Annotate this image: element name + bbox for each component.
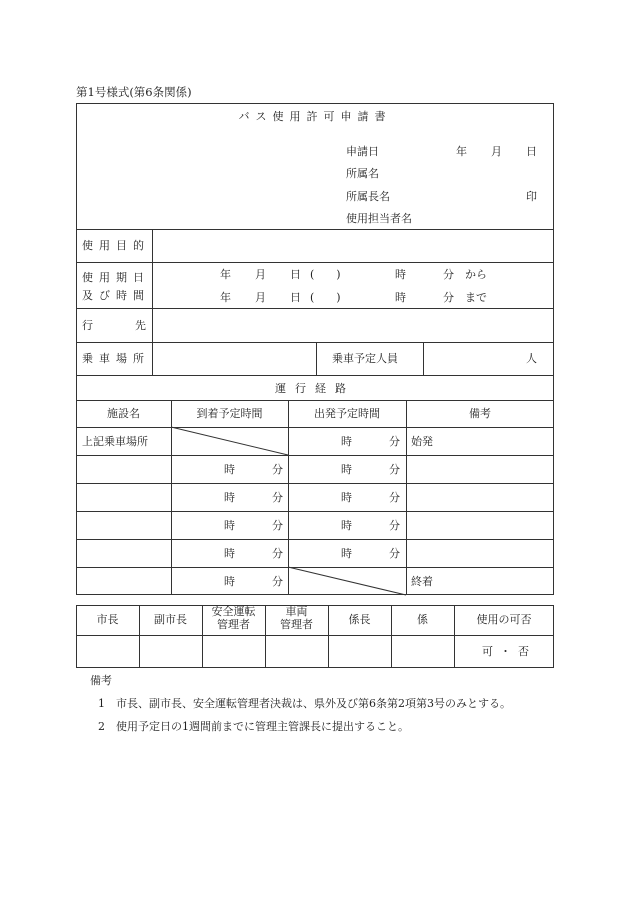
passenger-count-label: 乗車予定人員 — [332, 352, 398, 365]
approval-seal-vehicle[interactable] — [266, 636, 327, 667]
rule-route-row4-top — [76, 511, 554, 512]
date-month-label: 月 — [491, 145, 502, 158]
boarding-divider-1 — [316, 342, 317, 375]
rule-route-row2-top — [76, 455, 554, 456]
passenger-unit-label: 人 — [526, 352, 537, 365]
approval-seal-deputy-mayor[interactable] — [140, 636, 201, 667]
approve-option[interactable]: 可 — [482, 645, 493, 658]
approval-seal-staff[interactable] — [392, 636, 453, 667]
row4-arrival-hour: 時 — [224, 519, 235, 532]
rule-route-row1-top — [76, 427, 554, 428]
date-day-label: 日 — [526, 145, 537, 158]
form-title: バス使用許可申請書 — [238, 110, 392, 123]
rule-route-row5-top — [76, 539, 554, 540]
destination-label-1: 行 — [82, 319, 93, 332]
passenger-count-field[interactable] — [424, 343, 519, 374]
row5-departure-hour: 時 — [341, 547, 352, 560]
rule-route-row3-top — [76, 483, 554, 484]
approval-seal-chief[interactable] — [329, 636, 390, 667]
period-start-hour: 時 — [395, 268, 406, 281]
rule-route-header-top — [76, 400, 554, 401]
approval-header-staff: 係 — [417, 613, 428, 626]
period-start-year: 年 — [220, 268, 231, 281]
purpose-label: 使用目的 — [82, 239, 150, 252]
row3-arrival-hour: 時 — [224, 491, 235, 504]
period-label-line2: 及び時間 — [82, 289, 150, 302]
row1-departure-minute: 分 — [389, 435, 400, 448]
approval-header-availability: 使用の可否 — [476, 613, 532, 626]
period-end-month: 月 — [255, 291, 266, 304]
row5-departure-minute: 分 — [389, 547, 400, 560]
row4-departure-minute: 分 — [389, 519, 400, 532]
period-end-suffix: まで — [465, 291, 487, 304]
note-1-text: 市長、副市長、安全運転管理者決裁は、県外及び第6条第2項第3号のみとする。 — [116, 697, 511, 710]
option-separator: ・ — [500, 645, 511, 658]
row3-departure-hour: 時 — [341, 491, 352, 504]
approval-seal-safety[interactable] — [203, 636, 264, 667]
destination-label-2: 先 — [135, 319, 146, 332]
approval-header-mayor: 市長 — [96, 613, 119, 626]
boarding-place-label: 乗車場所 — [82, 352, 150, 365]
purpose-field[interactable] — [153, 230, 553, 261]
last-note-label: 終着 — [411, 575, 433, 588]
user-in-charge-label: 使用担当者名 — [346, 212, 412, 225]
row2-arrival-hour: 時 — [224, 463, 235, 476]
row5-arrival-minute: 分 — [272, 547, 283, 560]
row6-arrival-minute: 分 — [272, 575, 283, 588]
period-start-minute: 分 — [443, 268, 454, 281]
route-divider-3 — [406, 400, 407, 595]
row2-departure-hour: 時 — [341, 463, 352, 476]
boarding-place-field[interactable] — [153, 343, 315, 374]
destination-field[interactable] — [153, 309, 553, 341]
header-departure: 出発予定時間 — [314, 407, 380, 420]
date-year-label: 年 — [456, 145, 467, 158]
period-end-year: 年 — [220, 291, 231, 304]
period-end-hour: 時 — [395, 291, 406, 304]
application-date-label: 申請日 — [346, 145, 379, 158]
row3-departure-minute: 分 — [389, 491, 400, 504]
period-start-day: 日 — [290, 268, 301, 281]
note-2-text: 使用予定日の1週間前までに管理主管課長に提出すること。 — [116, 720, 409, 733]
note-1-number: 1 — [98, 697, 105, 710]
department-label: 所属名 — [346, 167, 379, 180]
approval-header-chief: 係長 — [348, 613, 371, 626]
rule-route-title-top — [76, 375, 554, 376]
approval-seal-mayor[interactable] — [77, 636, 138, 667]
period-start-weekday: ( ) — [310, 268, 341, 281]
first-note-label: 始発 — [411, 435, 433, 448]
row3-arrival-minute: 分 — [272, 491, 283, 504]
approval-header-deputy-mayor: 副市長 — [154, 613, 187, 626]
header-facility: 施設名 — [107, 407, 140, 420]
notes-title: 備考 — [90, 674, 112, 687]
rule-period-top — [76, 262, 554, 263]
period-end-weekday: ( ) — [310, 291, 341, 304]
row2-departure-minute: 分 — [389, 463, 400, 476]
approval-header-vehicle-line2: 管理者 — [280, 618, 313, 631]
note-2-number: 2 — [98, 720, 105, 733]
seal-label: 印 — [526, 190, 537, 203]
approval-header-safety-line1: 安全運転 — [211, 605, 256, 618]
route-title: 運行経路 — [275, 382, 355, 395]
row5-arrival-hour: 時 — [224, 547, 235, 560]
row1-departure-hour: 時 — [341, 435, 352, 448]
route-divider-2 — [288, 400, 289, 595]
departure-not-applicable-slash — [288, 567, 406, 595]
period-end-day: 日 — [290, 291, 301, 304]
form-label: 第1号様式(第6条関係) — [76, 85, 192, 99]
approval-header-vehicle-line1: 車両 — [285, 605, 308, 618]
row2-arrival-minute: 分 — [272, 463, 283, 476]
first-facility-label: 上記乗車場所 — [82, 435, 148, 448]
period-start-suffix: から — [465, 268, 487, 281]
department-head-label: 所属長名 — [346, 190, 390, 203]
header-notes: 備考 — [469, 407, 491, 420]
row4-departure-hour: 時 — [341, 519, 352, 532]
row4-arrival-minute: 分 — [272, 519, 283, 532]
header-arrival: 到着予定時間 — [196, 407, 263, 420]
period-start-month: 月 — [255, 268, 266, 281]
period-end-minute: 分 — [443, 291, 454, 304]
period-label-line1: 使用期日 — [82, 271, 150, 284]
arrival-not-applicable-slash — [171, 427, 288, 455]
deny-option[interactable]: 否 — [518, 645, 529, 658]
approval-header-safety-line2: 管理者 — [217, 618, 250, 631]
row6-arrival-hour: 時 — [224, 575, 235, 588]
